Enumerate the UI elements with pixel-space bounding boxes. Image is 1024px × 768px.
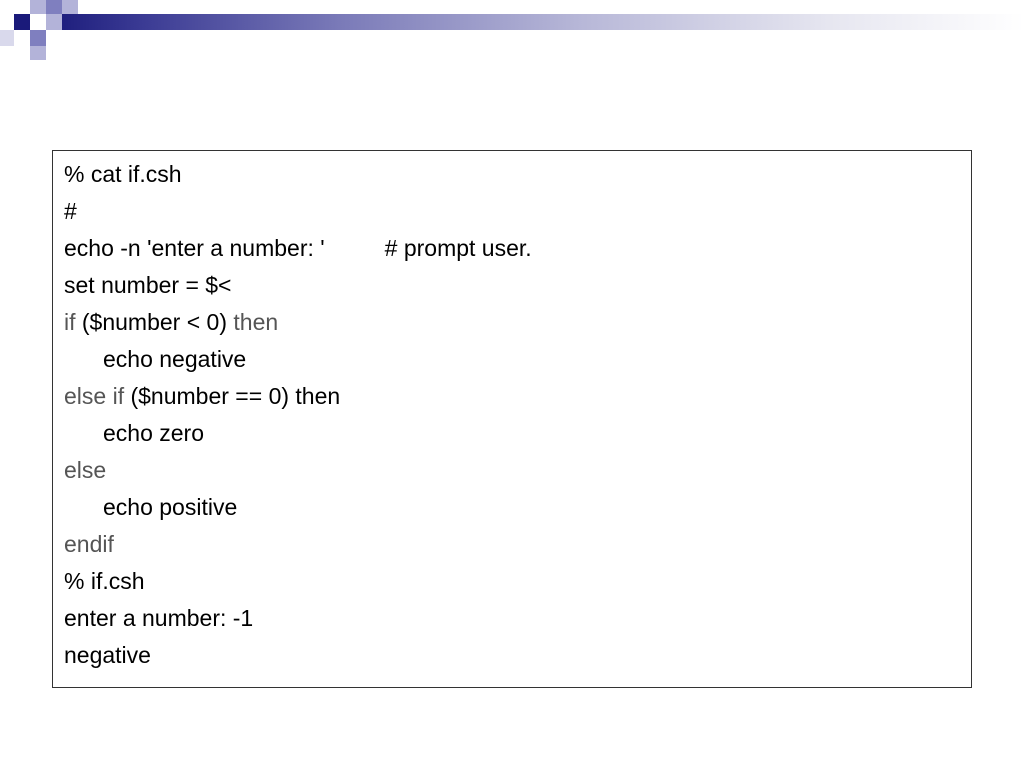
- header-square-decoration: [46, 14, 62, 30]
- code-keyword-line: else: [64, 457, 107, 483]
- code-text: ($number < 0): [75, 309, 234, 335]
- header-square-decoration: [46, 0, 62, 14]
- code-keyword: if: [64, 309, 76, 335]
- code-line: echo negative: [103, 346, 247, 372]
- header-square-decoration: [14, 14, 30, 30]
- code-line: echo positive: [103, 494, 238, 520]
- code-text: echo -n 'enter a number: ': [64, 235, 325, 261]
- code-line: echo zero: [103, 420, 205, 446]
- code-line: [64, 233, 971, 270]
- code-line: % if.csh: [64, 568, 145, 594]
- code-line: % cat if.csh: [64, 161, 182, 187]
- code-line: [64, 381, 971, 418]
- code-keyword: then: [233, 309, 279, 335]
- code-line: set number = $<: [64, 272, 232, 298]
- code-text: ($number == 0) then: [124, 383, 341, 409]
- header-square-decoration: [62, 0, 78, 14]
- code-comment: # prompt user.: [384, 235, 532, 261]
- header-square-decoration: [30, 30, 46, 46]
- header-square-decoration: [30, 0, 46, 14]
- code-line: #: [64, 198, 77, 224]
- header-square-decoration: [30, 46, 46, 60]
- code-keyword: else if: [64, 383, 125, 409]
- code-keyword-line: endif: [64, 531, 114, 557]
- code-line: negative: [64, 642, 151, 668]
- code-line: [64, 307, 971, 344]
- code-line: enter a number: -1: [64, 605, 254, 631]
- header-square-decoration: [0, 30, 14, 46]
- code-listing-box: [52, 150, 972, 688]
- header-gradient-band: [46, 14, 1024, 30]
